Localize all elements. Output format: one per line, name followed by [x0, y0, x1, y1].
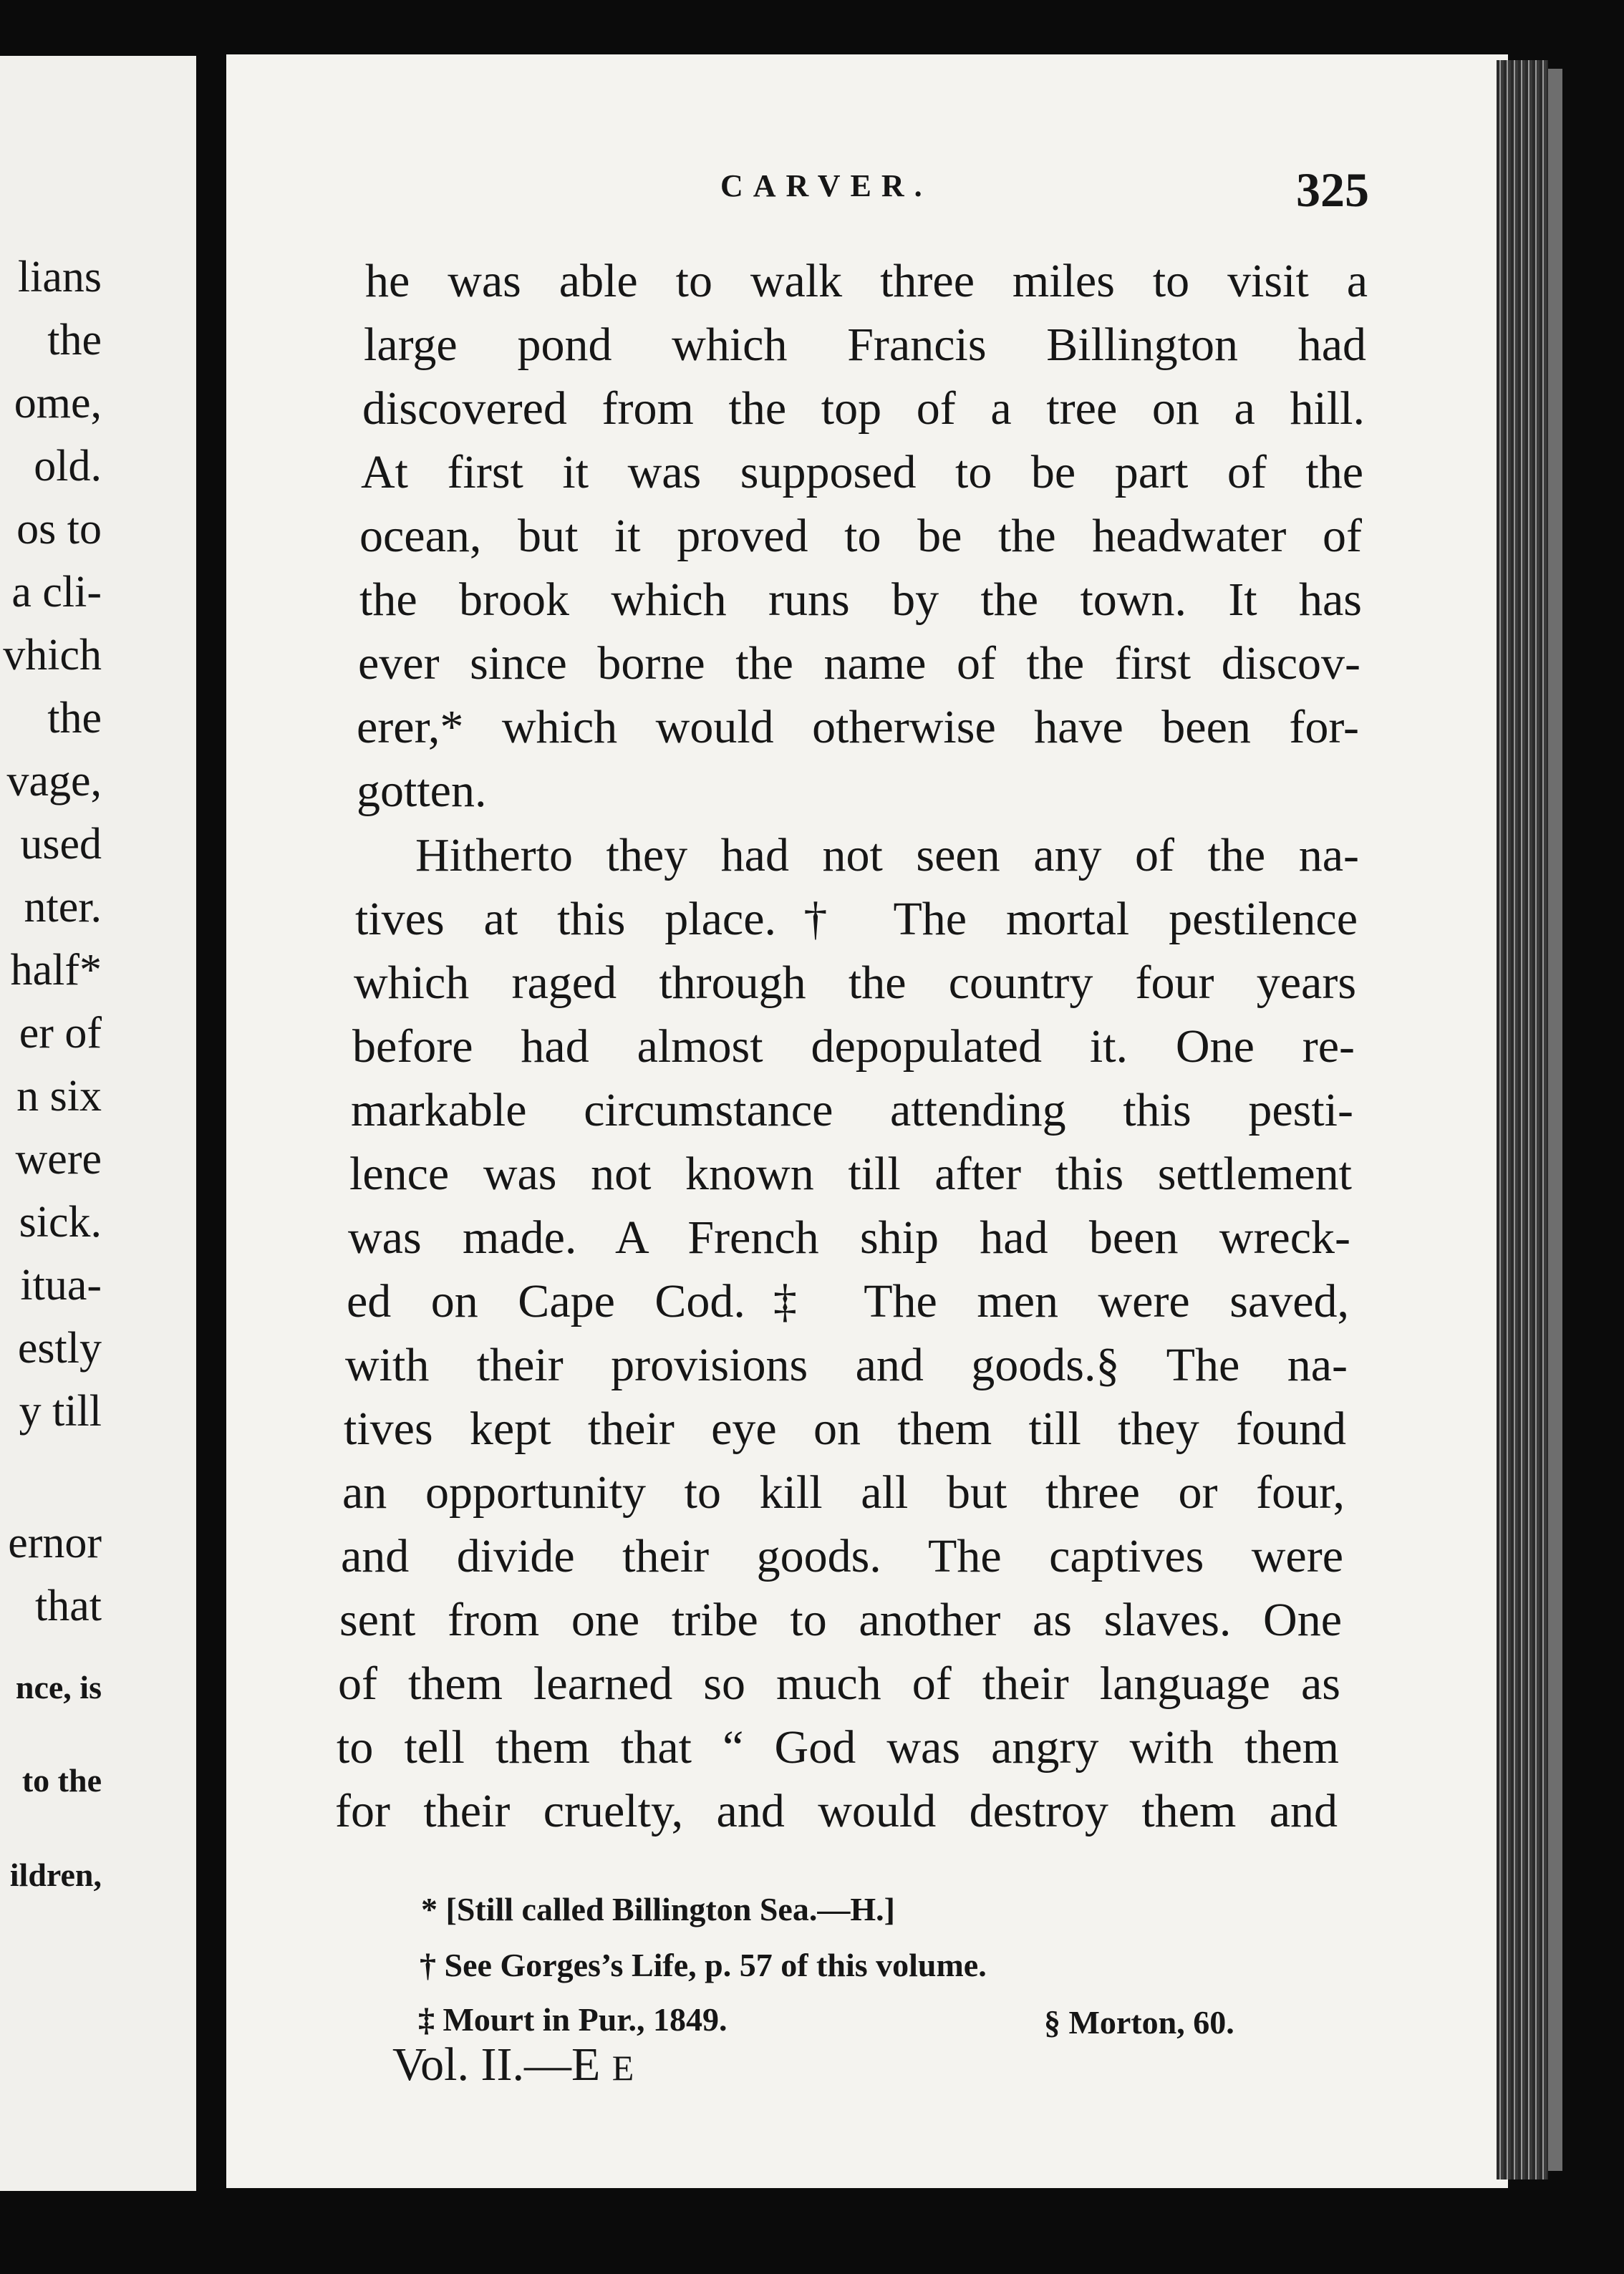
running-head: CARVER.	[720, 168, 932, 203]
body-line: was made. A French ship had been wreck-	[348, 1211, 1350, 1264]
left-page-footnote-line: ildren,	[9, 1857, 102, 1893]
body-line: an opportunity to kill all but three or four,	[342, 1466, 1345, 1519]
left-page-line: os to	[16, 505, 102, 553]
footnote-mourt: ‡ Mourt in Pur., 1849.	[418, 2001, 728, 2038]
left-page-line: er of	[19, 1009, 102, 1058]
left-page-line: a cli-	[11, 568, 102, 616]
body-line: discovered from the top of a tree on a hill.	[362, 382, 1365, 435]
body-line: with their provisions and goods.§ The na-	[345, 1339, 1348, 1391]
body-line: large pond which Francis Billington had	[364, 319, 1366, 371]
body-line: lence was not known till after this settlement	[349, 1148, 1352, 1200]
body-line: to tell them that “ God was angry with them	[337, 1721, 1339, 1774]
body-line: gotten.	[357, 765, 487, 817]
left-page-line: y till	[19, 1387, 102, 1436]
body-line: erer,* which would otherwise have been for-	[357, 701, 1359, 753]
left-page-line: ome,	[14, 379, 102, 427]
body-line: ed on Cape Cod.‡ The men were saved,	[347, 1275, 1349, 1327]
signature-volume: Vol. II.—	[392, 2038, 571, 2091]
page-edge-stack	[1497, 60, 1548, 2179]
body-line: markable circumstance attending this pesti-	[351, 1084, 1353, 1136]
left-page-line: sick.	[19, 1198, 102, 1247]
footnote-morton: § Morton, 60.	[1044, 2004, 1234, 2041]
left-page-line: nter.	[24, 883, 102, 932]
left-page-line: estly	[17, 1324, 102, 1373]
body-line: At first it was supposed to be part of the	[361, 446, 1363, 498]
signature-mark	[392, 2038, 634, 2092]
body-line: ever since borne the name of the first discov-	[358, 637, 1360, 690]
body-line: he was able to walk three miles to visit a	[365, 255, 1368, 307]
left-page-line: were	[15, 1135, 102, 1184]
left-page-line: the	[47, 316, 102, 364]
body-line: sent from one tribe to another as slaves. One	[339, 1594, 1342, 1646]
left-page-line: n six	[16, 1072, 102, 1121]
left-page-line: used	[20, 820, 102, 869]
body-line: of them learned so much of their language as	[338, 1658, 1340, 1710]
left-page-line: the	[47, 694, 102, 742]
body-line: tives kept their eye on them till they found	[344, 1403, 1346, 1455]
left-page-line: half*	[10, 946, 102, 995]
left-page-line: vhich	[3, 631, 102, 679]
left-page-footnote-line: to the	[21, 1762, 102, 1799]
left-page-line: that	[35, 1582, 102, 1630]
body-line: tives at this place.† The mortal pestilence	[355, 893, 1358, 945]
left-facing-page	[0, 56, 196, 2191]
body-line: and divide their goods. The captives were	[341, 1530, 1343, 1582]
body-line: which raged through the country four years	[354, 957, 1356, 1009]
left-page-line: lians	[17, 253, 102, 301]
left-page-line: itua-	[20, 1261, 102, 1310]
body-line: Hitherto they had not seen any of the na-	[415, 829, 1359, 881]
body-line: before had almost depopulated it. One re-	[352, 1020, 1355, 1073]
body-line: for their cruelty, and would destroy them and	[335, 1785, 1338, 1837]
right-page	[226, 54, 1508, 2188]
left-page-footnote-line: nce, is	[15, 1669, 102, 1706]
footnote-gorges-life: † See Gorges’s Life, p. 57 of this volume.	[420, 1947, 987, 1983]
body-line: the brook which runs by the town. It has	[359, 574, 1362, 626]
left-page-line: vage,	[6, 757, 102, 805]
left-page-line: old.	[34, 442, 102, 490]
body-line: ocean, but it proved to be the headwater of	[359, 510, 1362, 562]
book-cover-edge	[1548, 69, 1562, 2171]
footnote-billington-sea: * [Still called Billington Sea.—H.]	[421, 1891, 895, 1927]
book-gutter	[196, 0, 226, 2274]
signature-letter: E	[571, 2038, 601, 2091]
left-page-line: ernor	[8, 1519, 102, 1567]
signature-letter-small: E	[612, 2048, 634, 2088]
page-number: 325	[1296, 163, 1369, 217]
